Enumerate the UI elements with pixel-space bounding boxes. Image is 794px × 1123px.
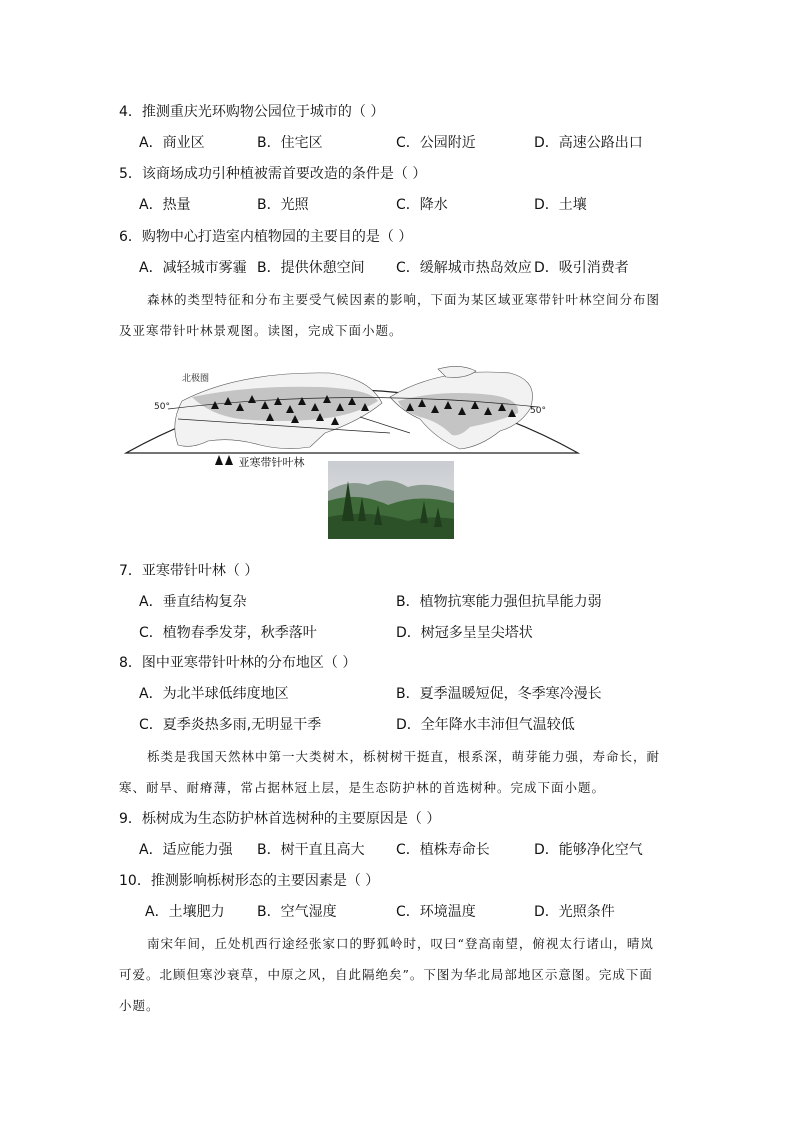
q8-option-c: C．夏季炎热多雨,无明显干季 [139,717,322,733]
q4-option-d: D．高速公路出口 [534,135,643,151]
passage-oak [119,741,679,803]
latitude-label-left: 50° [154,402,170,412]
question-6-stem: 6．购物中心打造室内植物园的主要目的是（ ） [119,229,413,245]
passage-line: 南宋年间，丘处机西行途经张家口的野狐岭时，叹曰“登高南望，俯视太行诸山，晴岚 [147,936,654,951]
q8-option-b: B．夏季温暖短促，冬季寒冷漫长 [396,686,602,702]
map-legend [215,455,305,471]
q5-option-b: B．光照 [257,197,309,213]
q7-option-a: A．垂直结构复杂 [139,594,247,610]
q5-option-d: D．土壤 [534,197,587,213]
q7-option-c: C．植物春季发芽，秋季落叶 [139,625,317,641]
q9-option-a: A．适应能力强 [139,842,233,858]
q9-option-c: C．植株寿命长 [396,842,490,858]
question-4-stem: 4．推测重庆光环购物公园位于城市的（ ） [119,104,385,120]
q5-option-a: A．热量 [139,197,191,213]
question-7-stem: 7．亚寒带针叶林（ ） [119,563,259,579]
passage-line: 可爱。北顾但寒沙衰草，中原之风，自此隔绝矣”。下图为华北局部地区示意图。完成下面 [119,967,653,982]
q9-option-d: D．能够净化空气 [534,842,643,858]
q6-option-a: A．减轻城市雾霾 [139,260,247,276]
question-10-stem: 10．推测影响栎树形态的主要因素是（ ） [119,873,380,889]
q7-option-d: D．树冠多呈呈尖塔状 [396,625,533,641]
q10-option-a: A．土壤肥力 [145,904,225,920]
passage-line: 寒、耐旱、耐瘠薄，常占据林冠上层，是生态防护林的首选树种。完成下面小题。 [119,780,606,795]
passage-forest [119,284,679,346]
q4-option-a: A．商业区 [139,135,205,151]
q7-option-b: B．植物抗寒能力强但抗旱能力弱 [396,594,602,610]
question-5-stem: 5．该商场成功引种植被需首要改造的条件是（ ） [119,166,427,182]
taiga-distribution-map [120,357,584,457]
q10-option-c: C．环境温度 [396,904,476,920]
question-8-stem: 8．图中亚寒带针叶林的分布地区（ ） [119,655,357,671]
q8-option-d: D．全年降水丰沛但气温较低 [396,717,575,733]
q10-option-d: D．光照条件 [534,904,615,920]
q6-option-d: D．吸引消费者 [534,260,629,276]
passage-line: 森林的类型特征和分布主要受气候因素的影响，下面为某区域亚寒带针叶林空间分布图 [147,292,661,307]
passage-line: 小题。 [119,998,160,1013]
q6-option-b: B．提供休憩空间 [257,260,365,276]
conifer-forest-photo [328,461,454,539]
q6-option-c: C．缓解城市热岛效应 [396,260,532,276]
q10-option-b: B．空气湿度 [257,904,337,920]
passage-song-dynasty [119,928,679,1021]
q9-option-b: B．树干直且高大 [257,842,365,858]
q4-option-b: B．住宅区 [257,135,323,151]
legend-label: 亚寒带针叶林 [238,456,305,469]
passage-line: 及亚寒带针叶林景观图。读图，完成下面小题。 [119,323,403,338]
latitude-label-right: 50° [530,406,546,416]
passage-line: 栎类是我国天然林中第一大类树木，栎树树干挺直，根系深，萌芽能力强，寿命长，耐 [147,749,661,764]
q5-option-c: C．降水 [396,197,448,213]
conifer-tree-icon [215,455,235,467]
question-9-stem: 9．栎树成为生态防护林首选树种的主要原因是（ ） [119,811,441,827]
q8-option-a: A．为北半球低纬度地区 [139,686,289,702]
arctic-circle-label: 北极圈 [182,374,210,384]
q4-option-c: C．公园附近 [396,135,476,151]
